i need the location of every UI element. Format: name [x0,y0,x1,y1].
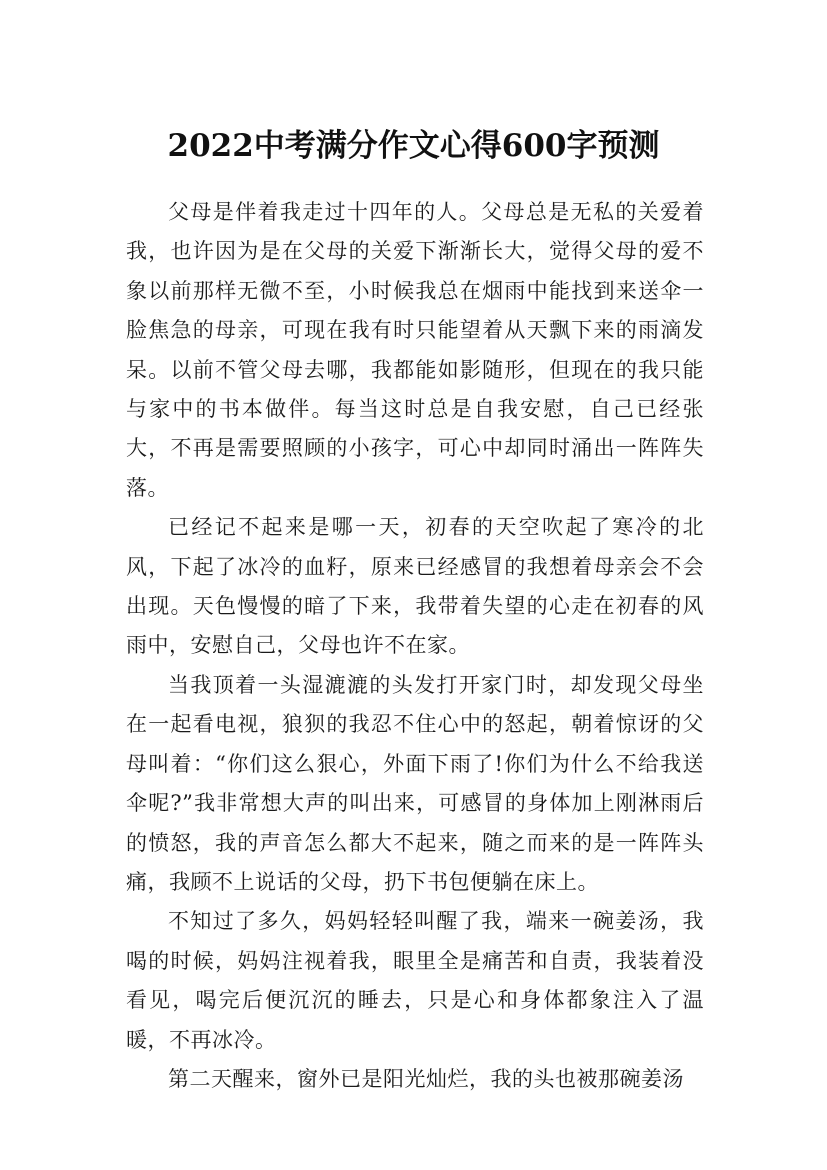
paragraph-4: 不知过了多久，妈妈轻轻叫醒了我，端来一碗姜汤，我喝的时候，妈妈注视着我，眼里全是痛苦和自责，我装着没看见，喝完后便沉沉的睡去，只是心和身体都象注入了温暖，不再冰冷。 [126,909,704,1052]
paragraph-1: 父母是伴着我走过十四年的人。父母总是无私的关爱着我，也许因为是在父母的关爱下渐渐长大，觉得父母的爱不象以前那样无微不至，小时候我总在烟雨中能找到来送伞一脸焦急的母亲，可现在我有时只能望着从天飘下来的雨滴发呆。以前不管父母去哪，我都能如影随形，但现在的我只能与家中的书本做伴。每当这时总是自我安慰，自己已经张大，不再是需要照顾的小孩字，可心中却同时涌出一阵阵失落。 [126,200,704,500]
page-title: 2022中考满分作文心得600字预测 [167,127,660,164]
paragraph-3: 当我顶着一头湿漉漉的头发打开家门时，却发现父母坐在一起看电视，狼狈的我忍不住心中的怒起，朝着惊讶的父母叫着：“你们这么狠心，外面下雨了!你们为什么不给我送伞呢?”我非常想大声的叫出来，可感冒的身体加上刚淋雨后的愤怒，我的声音怎么都大不起来，随之而来的是一阵阵头痛，我顾不上说话的父母，扔下书包便躺在床上。 [126,672,704,894]
paragraph-2: 已经记不起来是哪一天，初春的天空吹起了寒冷的北风，下起了冰冷的血籽，原来已经感冒的我想着母亲会不会出现。天色慢慢的暗了下来，我带着失望的心走在初春的风雨中，安慰自己，父母也许不在家。 [126,515,704,658]
paragraph-5: 第二天醒来，窗外已是阳光灿烂，我的头也被那碗姜汤 [168,1066,684,1091]
document-body [126,193,704,1099]
